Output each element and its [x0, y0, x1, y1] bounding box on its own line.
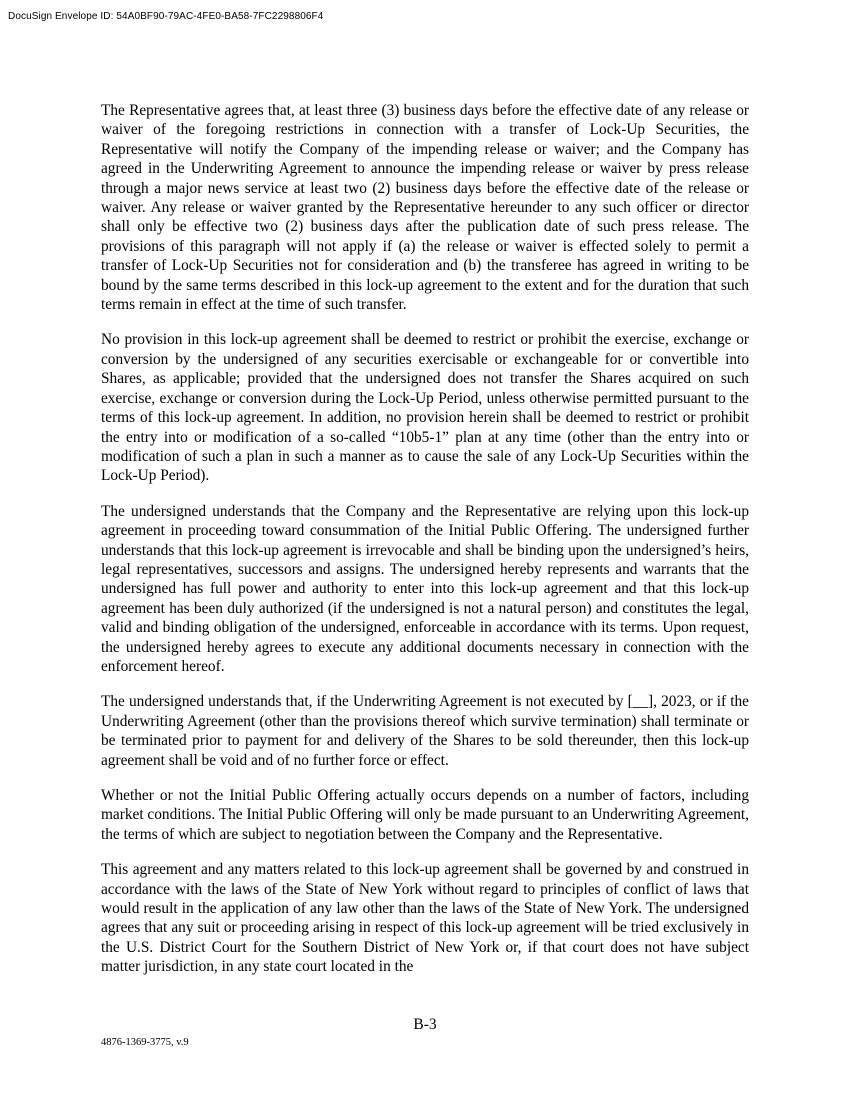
paragraph-irrevocable-binding: The undersigned understands that the Company and the Representative are relying upon this lock-up agreement in proceeding toward consummation of the Initial Public Offering. The undersigned further understands that this lock-up agreement is irrevocable and shall be binding upon the undersigned’s heirs, legal representatives, successors and assigns. The undersigned hereby represents and warrants that the undersigned has full power and authority to enter into this lock-up agreement and that this lock-up agreement has been duly authorized (if the undersigned is not a natural person) and constitutes the legal, valid and binding obligation of the undersigned, enforceable in accordance with its terms. Upon request, the undersigned hereby agrees to execute any additional documents necessary in connection with the enforcement hereof.: [101, 502, 749, 675]
paragraph-governing-law: This agreement and any matters related to this lock-up agreement shall be governed by and construed in accordance with the laws of the State of New York without regard to principles of conflict of laws that would result in the application of any law other than the laws of the State of New York. The undersigned agrees that any suit or proceeding arising in respect of this lock-up agreement will be tried exclusively in the U.S. District Court for the Southern District of New York or, if that court does not have subject matter jurisdiction, in any state court located in the: [101, 861, 749, 976]
page-number: B-3: [413, 1016, 437, 1033]
docusign-envelope-id: DocuSign Envelope ID: 54A0BF90-79AC-4FE0-BA58-7FC2298806F4: [8, 11, 324, 22]
document-id: 4876-1369-3775, v.9: [101, 1037, 189, 1048]
document-body: [101, 101, 749, 993]
paragraph-release-waiver-notice: The Representative agrees that, at least three (3) business days before the effective date of any release or waiver of the foregoing restrictions in connection with a transfer of Lock-Up Securities, the Representative will notify the Company of the impending release or waiver; and the Company has agreed in the Underwriting Agreement to announce the impending release or waiver by press release through a major news service at least two (2) business days before the effective date of the release or waiver. Any release or waiver granted by the Representative hereunder to any such officer or director shall only be effective two (2) business days after the publication date of such press release. The provisions of this paragraph will not apply if (a) the release or waiver is effected solely to permit a transfer of Lock-Up Securities not for consideration and (b) the transferee has agreed in writing to be bound by the same terms described in this lock-up agreement to the extent and for the duration that such terms remain in effect at the time of such transfer.: [101, 102, 749, 314]
paragraph-ipo-conditions: Whether or not the Initial Public Offering actually occurs depends on a number of factors, including market conditions. The Initial Public Offering will only be made pursuant to an Underwriting Agreement, the terms of which are subject to negotiation between the Company and the Representative.: [101, 787, 749, 843]
paragraph-termination: The undersigned understands that, if the Underwriting Agreement is not executed by [__], 2023, or if the Underwriting Agreement (other than the provisions thereof which survive termination) shall terminate or be terminated prior to payment for and delivery of the Shares to be sold thereunder, then this lock-up agreement shall be void and of no further force or effect.: [101, 693, 749, 769]
paragraph-exercise-conversion: No provision in this lock-up agreement shall be deemed to restrict or prohibit the exercise, exchange or conversion by the undersigned of any securities exercisable or exchangeable for or convertible into Shares, as applicable; provided that the undersigned does not transfer the Shares acquired on such exercise, exchange or conversion during the Lock-Up Period, unless otherwise permitted pursuant to the terms of this lock-up agreement. In addition, no provision herein shall be deemed to restrict or prohibit the entry into or modification of a so-called “10b5-1” plan at any time (other than the entry into or modification of such a plan in such a manner as to cause the sale of any Lock-Up Securities within the Lock-Up Period).: [101, 331, 749, 485]
